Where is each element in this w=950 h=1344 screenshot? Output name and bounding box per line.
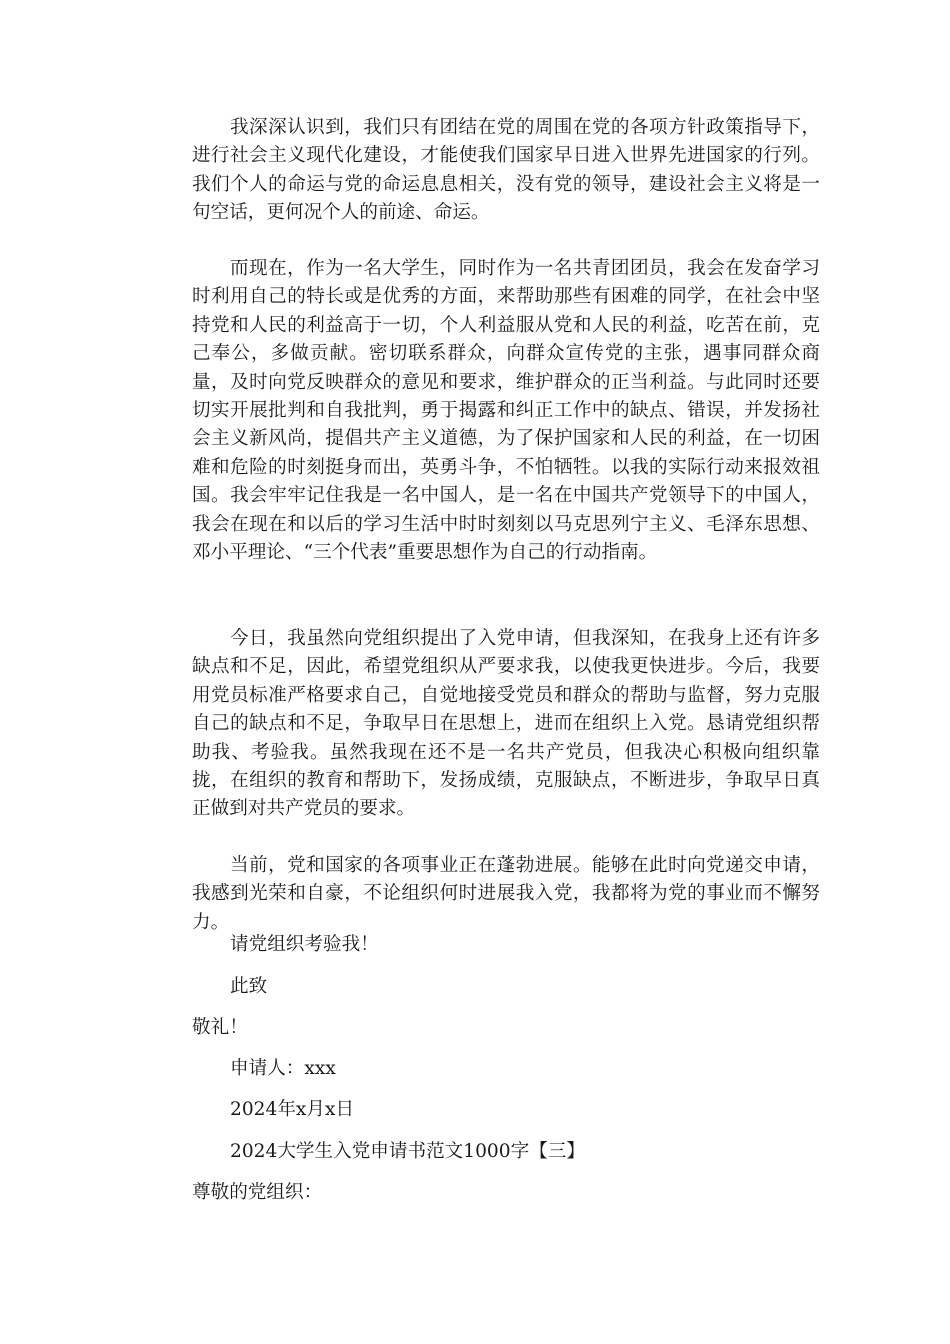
salutation-respect: 敬礼！ bbox=[192, 1017, 248, 1038]
next-section-greeting: 尊敬的党组织： bbox=[192, 1182, 323, 1203]
paragraph-2: 而现在，作为一名大学生，同时作为一名共青团团员，我会在发奋学习时利用自己的特长或是优秀的方面，来帮助那些有困难的同学，在社会中坚持党和人民的利益高于一切，个人利益服从党和人民的利益，吃苦在前，克己奉公，多做贡献。密切联系群众，向群众宣传党的主张，遇事同群众商量，及时向党反映群众的意见和要求，维护群众的正当利益。与此同时还要切实开展批判和自我批判，勇于揭露和纠正工作中的缺点、错误，并发扬社会主义新风尚，提倡共产主义道德，为了保护国家和人民的利益，在一切困难和危险的时刻挺身而出，英勇斗争，不怕牺牲。以我的实际行动来报效祖国。我会牢牢记住我是一名中国人，是一名在中国共产党领导下的中国人，我会在现在和以后的学习生活中时时刻刻以马克思列宁主义、毛泽东思想、邓小平理论、“三个代表”重要思想作为自己的行动指南。 bbox=[192, 258, 820, 564]
salutation-to: 此致 bbox=[230, 976, 268, 997]
closing-line: 请党组织考验我！ bbox=[230, 934, 379, 955]
paragraph-1: 我深深认识到，我们只有团结在党的周围在党的各项方针政策指导下，进行社会主义现代化建设，才能使我们国家早日进入世界先进国家的行列。我们个人的命运与党的命运息息相关，没有党的领导，建设社会主义将是一句空话，更何况个人的前途、命运。 bbox=[192, 117, 820, 224]
applicant-signature: 申请人：xxx bbox=[230, 1058, 336, 1079]
application-date: 2024年x月x日 bbox=[230, 1099, 355, 1120]
next-section-title: 2024大学生入党申请书范文1000字【三】 bbox=[230, 1141, 585, 1162]
paragraph-4: 当前，党和国家的各项事业正在蓬勃进展。能够在此时向党递交申请，我感到光荣和自豪，不论组织何时进展我入党，我都将为党的事业而不懈努力。 bbox=[192, 855, 820, 933]
paragraph-3: 今日，我虽然向党组织提出了入党申请，但我深知，在我身上还有许多缺点和不足，因此，希望党组织从严要求我，以使我更快进步。今后，我要用党员标准严格要求自己，自觉地接受党员和群众的帮助与监督，努力克服自己的缺点和不足，争取早日在思想上，进而在组织上入党。恳请党组织帮助我、考验我。虽然我现在还不是一名共产党员，但我决心积极向组织靠拢，在组织的教育和帮助下，发扬成绩，克服缺点，不断进步，争取早日真正做到对共产党员的要求。 bbox=[192, 628, 820, 820]
